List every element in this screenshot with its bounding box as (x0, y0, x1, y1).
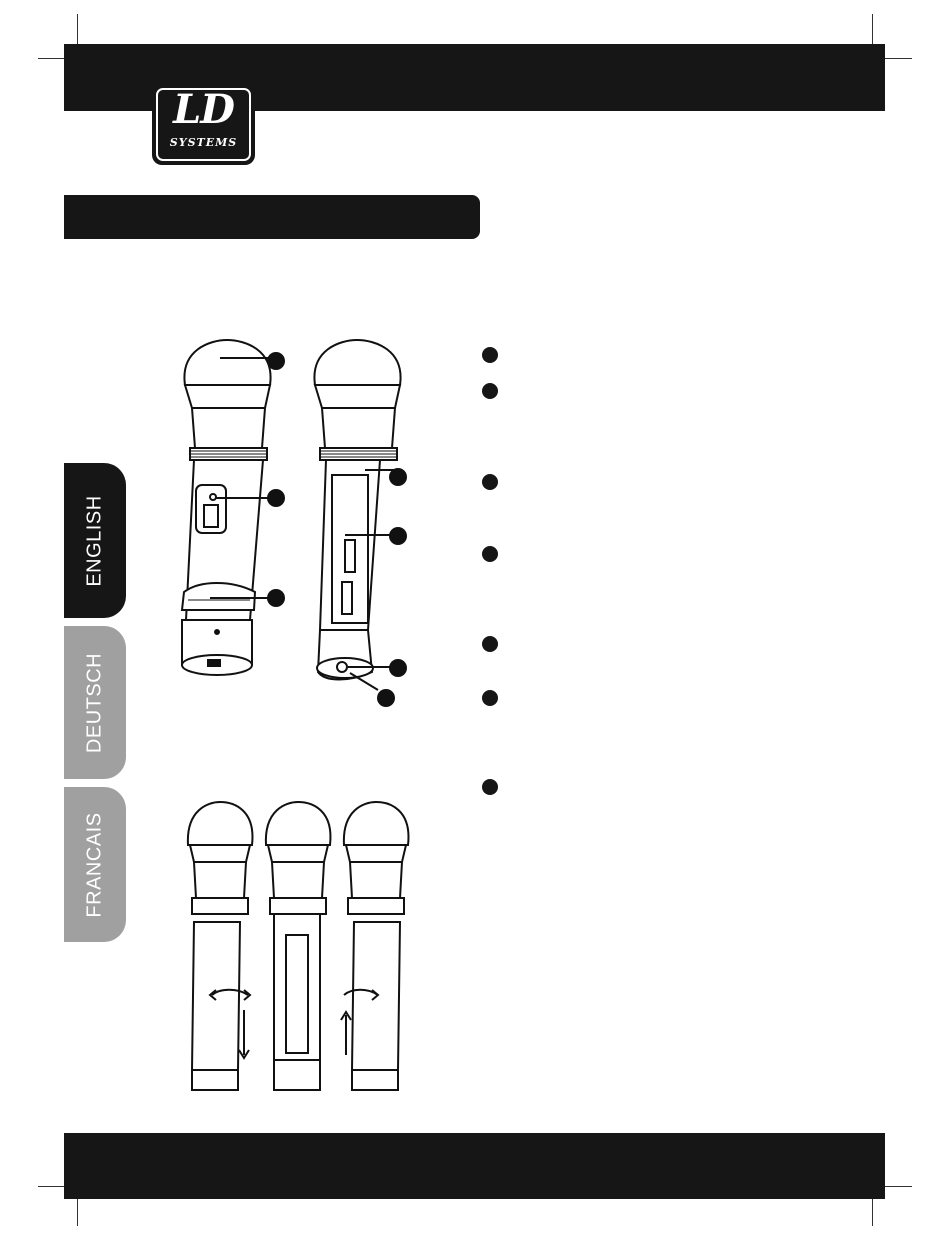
callout-bullet (482, 690, 498, 706)
tab-english[interactable] (64, 463, 126, 618)
callout-bullet (482, 347, 498, 363)
ld-systems-logo (152, 84, 255, 165)
tab-francais-label: FRANCAIS (83, 811, 106, 918)
tab-francais[interactable] (64, 787, 126, 942)
callout-bullet (482, 474, 498, 490)
tab-deutsch-label: DEUTSCH (83, 652, 106, 753)
callout-bullet (482, 383, 498, 399)
tab-english-label: ENGLISH (83, 494, 106, 587)
microphone-parts-illustration (170, 330, 420, 710)
footer-bar (64, 1133, 885, 1199)
section-title-bar (64, 195, 480, 239)
logo-main-text: LD (173, 86, 234, 133)
callout-bullet (482, 636, 498, 652)
battery-replacement-illustration (178, 800, 418, 1095)
logo-sub-text: SYSTEMS (169, 136, 238, 149)
callout-bullet (482, 546, 498, 562)
callout-bullet (482, 779, 498, 795)
tab-deutsch[interactable] (64, 626, 126, 779)
